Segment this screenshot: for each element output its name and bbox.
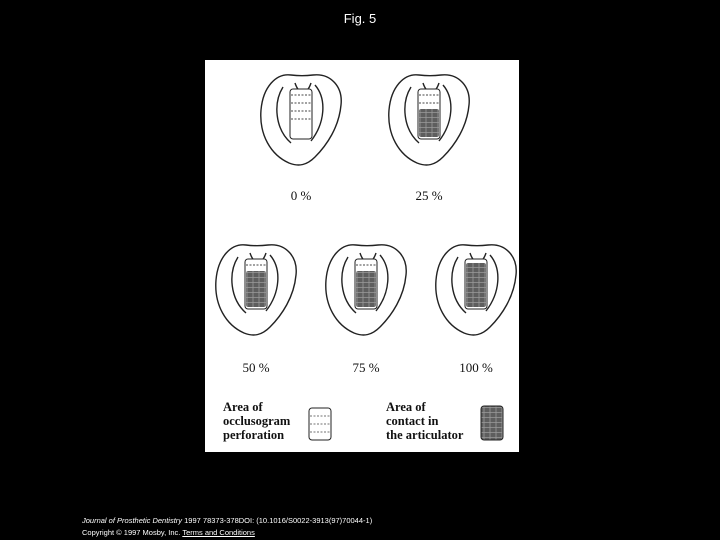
contact-area — [466, 263, 486, 307]
terms-link[interactable]: Terms and Conditions — [182, 528, 255, 537]
panel-label-100: 100 % — [459, 360, 493, 375]
contact-area — [246, 271, 266, 307]
tooth-panel-75 — [326, 245, 406, 335]
legend-contact-line3: the articulator — [386, 428, 464, 442]
figure-panel — [205, 60, 519, 452]
citation-text: 1997 78373-378DOI: (10.1016/S0022-3913(97)70044-1) — [182, 516, 373, 525]
legend-perforation-line1: Area of — [223, 400, 263, 414]
legend-perforation-line2: occlusogram — [223, 414, 291, 428]
panel-label-75: 75 % — [352, 360, 380, 375]
journal-name: Journal of Prosthetic Dentistry — [82, 516, 183, 525]
legend-perforation-swatch — [309, 408, 331, 440]
panel-label-25: 25 % — [415, 188, 443, 203]
copyright-text: Copyright © 1997 Mosby, Inc. — [82, 528, 181, 537]
occlusal-area-frame — [290, 89, 312, 139]
tooth-panel-100 — [436, 245, 516, 335]
panel-label-50: 50 % — [242, 360, 270, 375]
tooth-panel-50 — [216, 245, 296, 335]
panel-label-0: 0 % — [290, 188, 312, 203]
occlusogram-diagram — [205, 60, 519, 452]
legend-contact-line1: Area of — [386, 400, 426, 414]
legend-perforation-line3: perforation — [223, 428, 285, 442]
contact-area — [356, 271, 376, 307]
citation-line — [82, 516, 372, 525]
tooth-panel-0 — [261, 75, 341, 165]
legend-contact-line2: contact in — [386, 414, 439, 428]
contact-area — [419, 109, 439, 137]
legend-contact-swatch — [481, 406, 503, 440]
tooth-panel-25 — [389, 75, 469, 165]
copyright-line — [82, 528, 255, 537]
figure-title: Fig. 5 — [343, 11, 377, 26]
